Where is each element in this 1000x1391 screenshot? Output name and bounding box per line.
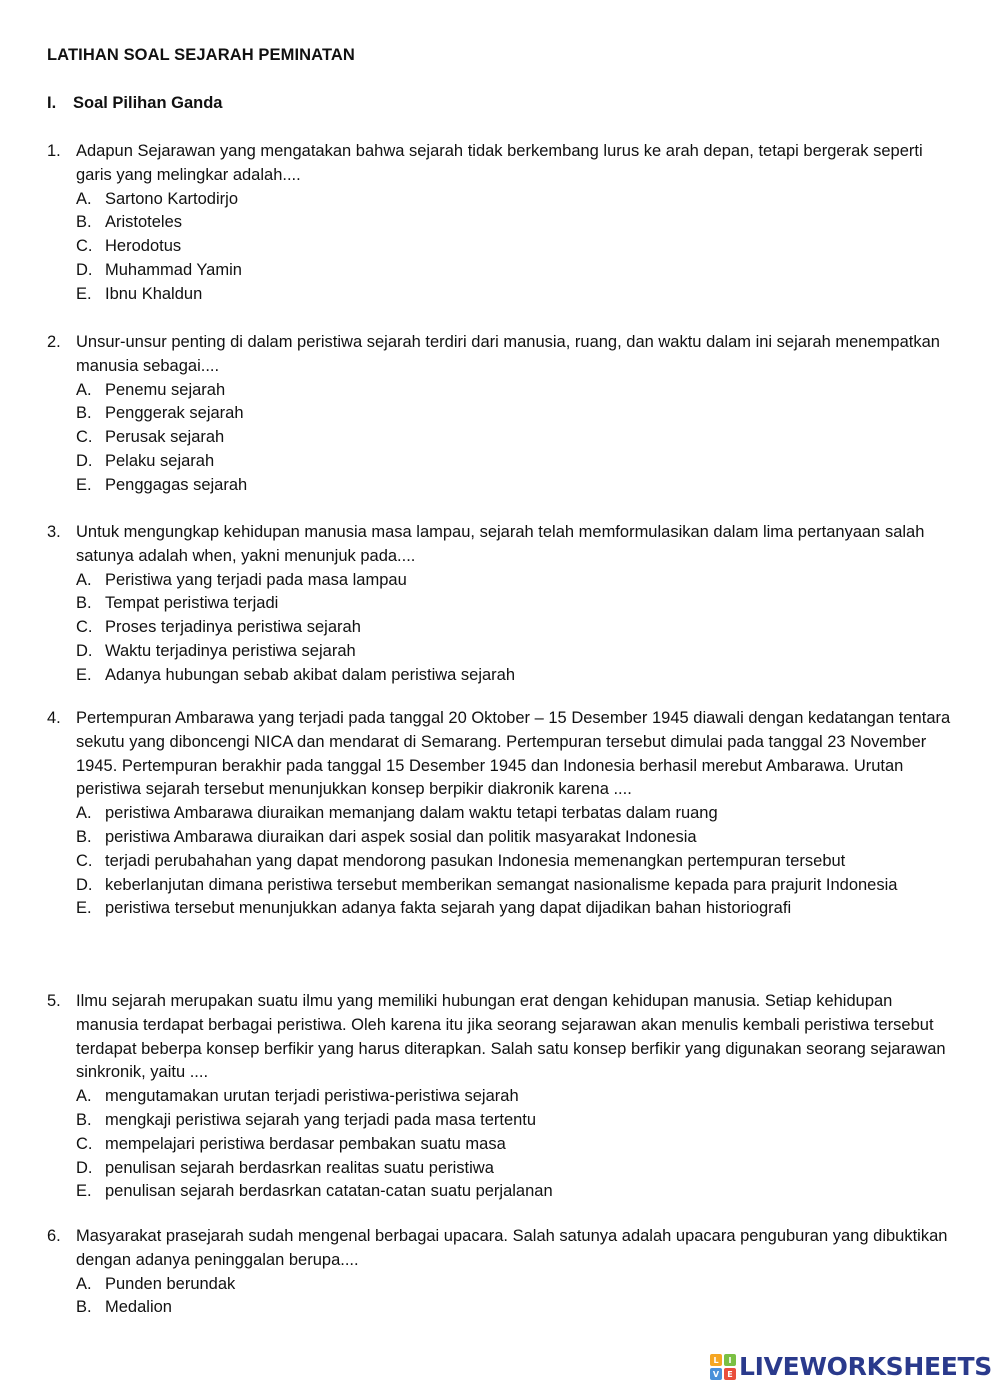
option-text: penulisan sejarah berdasrkan realitas suatu peristiwa [105,1158,494,1177]
answer-option-c[interactable] [76,850,957,874]
answer-option-b[interactable] [76,402,957,426]
answer-option-a[interactable] [76,1085,957,1109]
question-number: 1. [47,142,61,160]
option-letter: B. [76,1110,92,1129]
option-text: peristiwa Ambarawa diuraikan dari aspek sosial dan politik masyarakat Indonesia [105,827,697,846]
answer-option-d[interactable] [76,450,957,474]
answer-option-b[interactable] [76,592,957,616]
section-label: Soal Pilihan Ganda [73,94,223,112]
document-title: LATIHAN SOAL SEJARAH PEMINATAN [47,46,355,64]
option-letter: A. [76,570,92,589]
liveworksheets-logo[interactable] [710,1352,992,1381]
question-stem [47,1225,957,1273]
answer-options [76,1273,957,1321]
answer-option-a[interactable] [76,379,957,403]
answer-option-b[interactable] [76,1109,957,1133]
svg-text:I: I [728,1355,732,1365]
option-text: keberlanjutan dimana peristiwa tersebut memberikan semangat nasionalisme kepada para prajurit Indonesia [105,875,898,894]
option-text: Pelaku sejarah [105,451,215,470]
option-letter: C. [76,618,93,637]
option-letter: E. [76,899,92,918]
question-text: Masyarakat prasejarah sudah mengenal berbagai upacara. Salah satunya adalah upacara penguburan yang dibuktikan dengan adanya peninggalan berupa.... [76,1227,948,1269]
question-2 [47,331,957,498]
option-letter: D. [76,875,93,894]
question-text: Unsur-unsur penting di dalam peristiwa sejarah terdiri dari manusia, ruang, dan waktu dalam ini sejarah menempatkan manusia sebagai.... [76,333,940,375]
option-text: Perusak sejarah [105,428,225,447]
option-letter: A. [76,1087,92,1106]
answer-options [76,569,957,688]
question-text: Pertempuran Ambarawa yang terjadi pada tanggal 20 Oktober – 15 Desember 1945 diawali dengan kedatangan tentara sekutu yang diboncengi NICA dan mendarat di Semarang. Pertempuran tersebut dimulai pada tanggal 23 November 1945. Pertempuran berakhir pada tanggal 15 Desember 1945 dan Indonesia berhasil merebut Ambarawa. Urutan peristiwa sejarah tersebut menunjukkan konsep berpikir diakronik karena .... [76,709,951,799]
option-text: peristiwa Ambarawa diuraikan memanjang dalam waktu tetapi terbatas dalam ruang [105,804,718,823]
option-letter: E. [76,665,92,684]
option-letter: B. [76,1298,92,1317]
question-stem [47,990,957,1085]
answer-option-a[interactable] [76,802,957,826]
option-letter: B. [76,213,92,232]
option-text: terjadi perubahahan yang dapat mendorong pasukan Indonesia memenangkan pertempuran tersebut [105,851,846,870]
option-text: mengkaji peristiwa sejarah yang terjadi pada masa tertentu [105,1110,537,1129]
option-text: Ibnu Khaldun [105,284,203,303]
answer-option-d[interactable] [76,1157,957,1181]
answer-option-b[interactable] [76,826,957,850]
option-text: Adanya hubungan sebab akibat dalam peristiwa sejarah [105,665,516,684]
svg-text:E: E [727,1369,733,1379]
option-text: Medalion [105,1298,172,1317]
option-text: Sartono Kartodirjo [105,189,238,208]
answer-option-a[interactable] [76,188,957,212]
option-letter: D. [76,1158,93,1177]
answer-option-e[interactable] [76,1180,957,1204]
option-text: Penggagas sejarah [105,475,248,494]
answer-option-a[interactable] [76,1273,957,1297]
question-number: 2. [47,333,61,351]
option-letter: A. [76,1274,92,1293]
option-text: Proses terjadinya peristiwa sejarah [105,618,361,637]
option-text: mempelajari peristiwa berdasar pembakan suatu masa [105,1134,506,1153]
option-text: penulisan sejarah berdasrkan catatan-catan suatu perjalanan [105,1182,553,1201]
answer-option-b[interactable] [76,211,957,235]
option-letter: A. [76,189,92,208]
answer-option-c[interactable] [76,235,957,259]
section-number: I. [47,94,57,112]
svg-text:L: L [713,1355,719,1365]
question-text: Ilmu sejarah merupakan suatu ilmu yang memiliki hubungan erat dengan kehidupan manusia. Setiap kehidupan manusia terdapat berbagai peristiwa. Oleh karena itu jika seorang sejarawan akan menulis kembali peristiwa tersebut terdapat beberpa konsep berfikir yang harus diterapkan. Salah satu konsep berfikir yang digunakan seorang sejarawan sinkronik, yaitu .... [76,992,946,1082]
answer-option-d[interactable] [76,874,957,898]
option-text: Herodotus [105,237,182,256]
option-letter: C. [76,237,93,256]
option-text: Punden berundak [105,1274,236,1293]
answer-option-e[interactable] [76,897,957,921]
question-number: 6. [47,1227,61,1245]
option-letter: C. [76,851,93,870]
question-3 [47,521,957,688]
option-text: Peristiwa yang terjadi pada masa lampau [105,570,407,589]
option-letter: A. [76,804,92,823]
question-number: 3. [47,523,61,541]
option-letter: E. [76,284,92,303]
option-text: peristiwa tersebut menunjukkan adanya fakta sejarah yang dapat dijadikan bahan historiografi [105,899,792,918]
option-letter: B. [76,827,92,846]
question-6 [47,1225,957,1320]
answer-options [76,1085,957,1204]
option-text: Penggerak sejarah [105,404,244,423]
question-text: Untuk mengungkap kehidupan manusia masa lampau, sejarah telah memformulasikan dalam lima pertanyaan salah satunya adalah when, yakni menunjuk pada.... [76,523,925,565]
option-text: Waktu terjadinya peristiwa sejarah [105,641,356,660]
option-letter: B. [76,594,92,613]
question-5 [47,990,957,1204]
option-letter: D. [76,641,93,660]
answer-option-d[interactable] [76,640,957,664]
option-letter: C. [76,428,93,447]
answer-options [76,188,957,307]
option-letter: E. [76,475,92,494]
answer-option-d[interactable] [76,259,957,283]
answer-option-c[interactable] [76,616,957,640]
option-letter: C. [76,1134,93,1153]
option-letter: E. [76,1182,92,1201]
option-text: Aristoteles [105,213,183,232]
answer-option-e[interactable] [76,474,957,498]
svg-text:V: V [712,1369,720,1379]
option-letter: A. [76,380,92,399]
question-1 [47,140,957,307]
option-letter: B. [76,404,92,423]
answer-option-e[interactable] [76,664,957,688]
answer-option-c[interactable] [76,1133,957,1157]
question-number: 4. [47,709,61,727]
option-text: Penemu sejarah [105,380,226,399]
question-text: Adapun Sejarawan yang mengatakan bahwa sejarah tidak berkembang lurus ke arah depan, tetapi bergerak seperti garis yang melingkar adalah.... [76,142,923,184]
question-stem [47,521,957,569]
section-heading [47,94,222,113]
option-text: Tempat peristiwa terjadi [105,594,279,613]
option-letter: D. [76,260,93,279]
liveworksheets-logo-icon [710,1354,736,1380]
question-number: 5. [47,992,61,1010]
question-stem [47,707,957,802]
question-stem [47,331,957,379]
answer-options [76,802,957,921]
answer-option-a[interactable] [76,569,957,593]
question-4 [47,707,957,921]
option-letter: D. [76,451,93,470]
answer-option-c[interactable] [76,426,957,450]
answer-option-e[interactable] [76,283,957,307]
option-text: Muhammad Yamin [105,260,242,279]
answer-option-b[interactable] [76,1296,957,1320]
option-text: mengutamakan urutan terjadi peristiwa-peristiwa sejarah [105,1087,519,1106]
logo-text: LIVEWORKSHEETS [738,1352,992,1381]
question-stem [47,140,957,188]
answer-options [76,379,957,498]
